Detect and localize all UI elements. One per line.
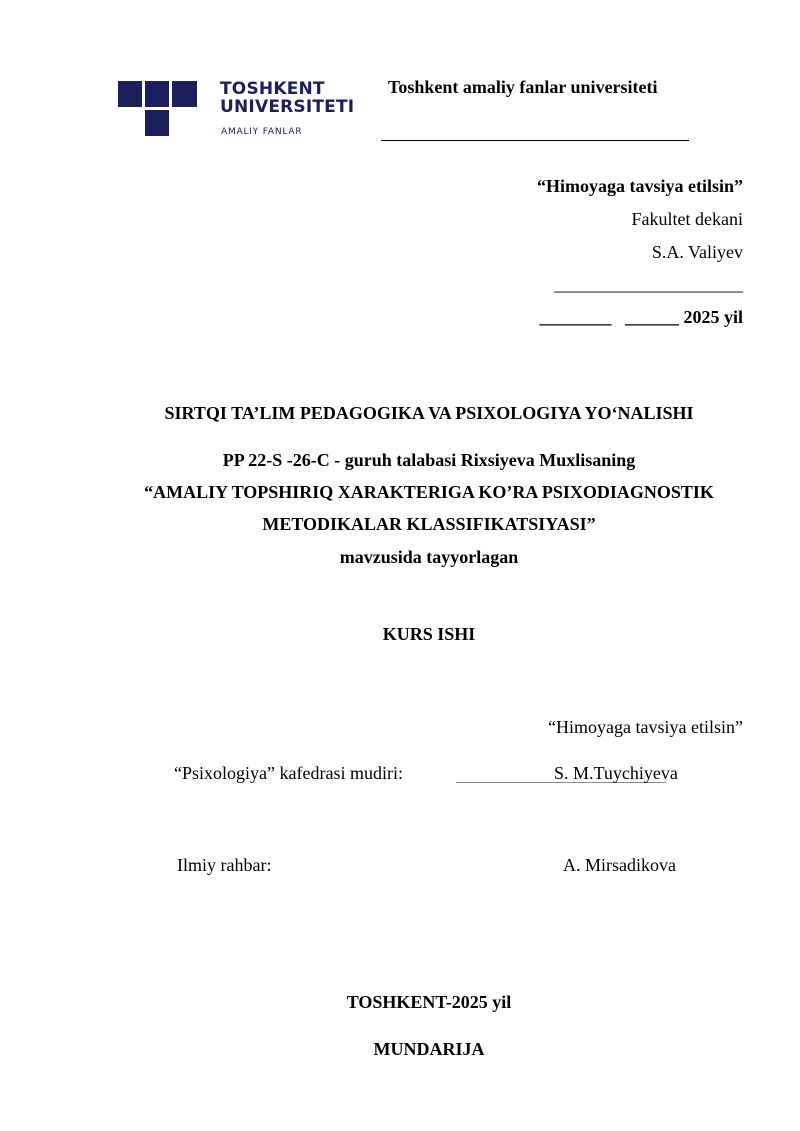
logo-blocks-icon [118, 81, 198, 137]
university-name: Toshkent amaliy fanlar universiteti [388, 77, 658, 97]
student-line: PP 22-S -26-C - guruh talabasi Rixsiyeva Muxlisaning [222, 450, 636, 470]
city-year: TOSHKENT-2025 yil [346, 992, 512, 1012]
topic-line-2: METODIKALAR KLASSIFIKATSIYASI” [262, 514, 596, 534]
recommendation-title: “Himoyaga tavsiya etilsin” [548, 717, 743, 737]
dept-head-label: “Psixologiya” kafedrasi mudiri: [174, 763, 403, 783]
approval-name: S.A. Valiyev [651, 242, 743, 262]
work-type: KURS ISHI [382, 624, 476, 644]
topic-line-1: “AMALIY TOPSHIRIQ XARAKTERIGA KO’RA PSIXODIAGNOSTIK [144, 482, 714, 502]
approval-position: Fakultet dekani [631, 209, 743, 229]
approval-date-line: ________ ______ 2025 yil [539, 307, 743, 327]
logo-text-amaliy-fanlar: AMALIY FANLAR [221, 127, 303, 137]
advisor-name: A. Mirsadikova [563, 855, 676, 875]
advisor-label: Ilmiy rahbar: [177, 855, 272, 875]
direction-title: SIRTQI TA’LIM PEDAGOGIKA VA PSIXOLOGIYA YO‘NALISHI [164, 403, 694, 423]
topic-suffix: mavzusida tayyorlagan [339, 547, 519, 567]
header-underline [381, 140, 689, 141]
contents-heading: MUNDARIJA [373, 1039, 485, 1059]
approval-title: “Himoyaga tavsiya etilsin” [537, 176, 743, 196]
dept-head-name: S. M.Tuychiyeva [554, 763, 678, 783]
logo-text-universiteti: UNIVERSITETI [220, 97, 355, 117]
approval-signature-line: _____________________ [554, 274, 743, 294]
logo-text-toshkent: TOSHKENT [220, 79, 325, 99]
